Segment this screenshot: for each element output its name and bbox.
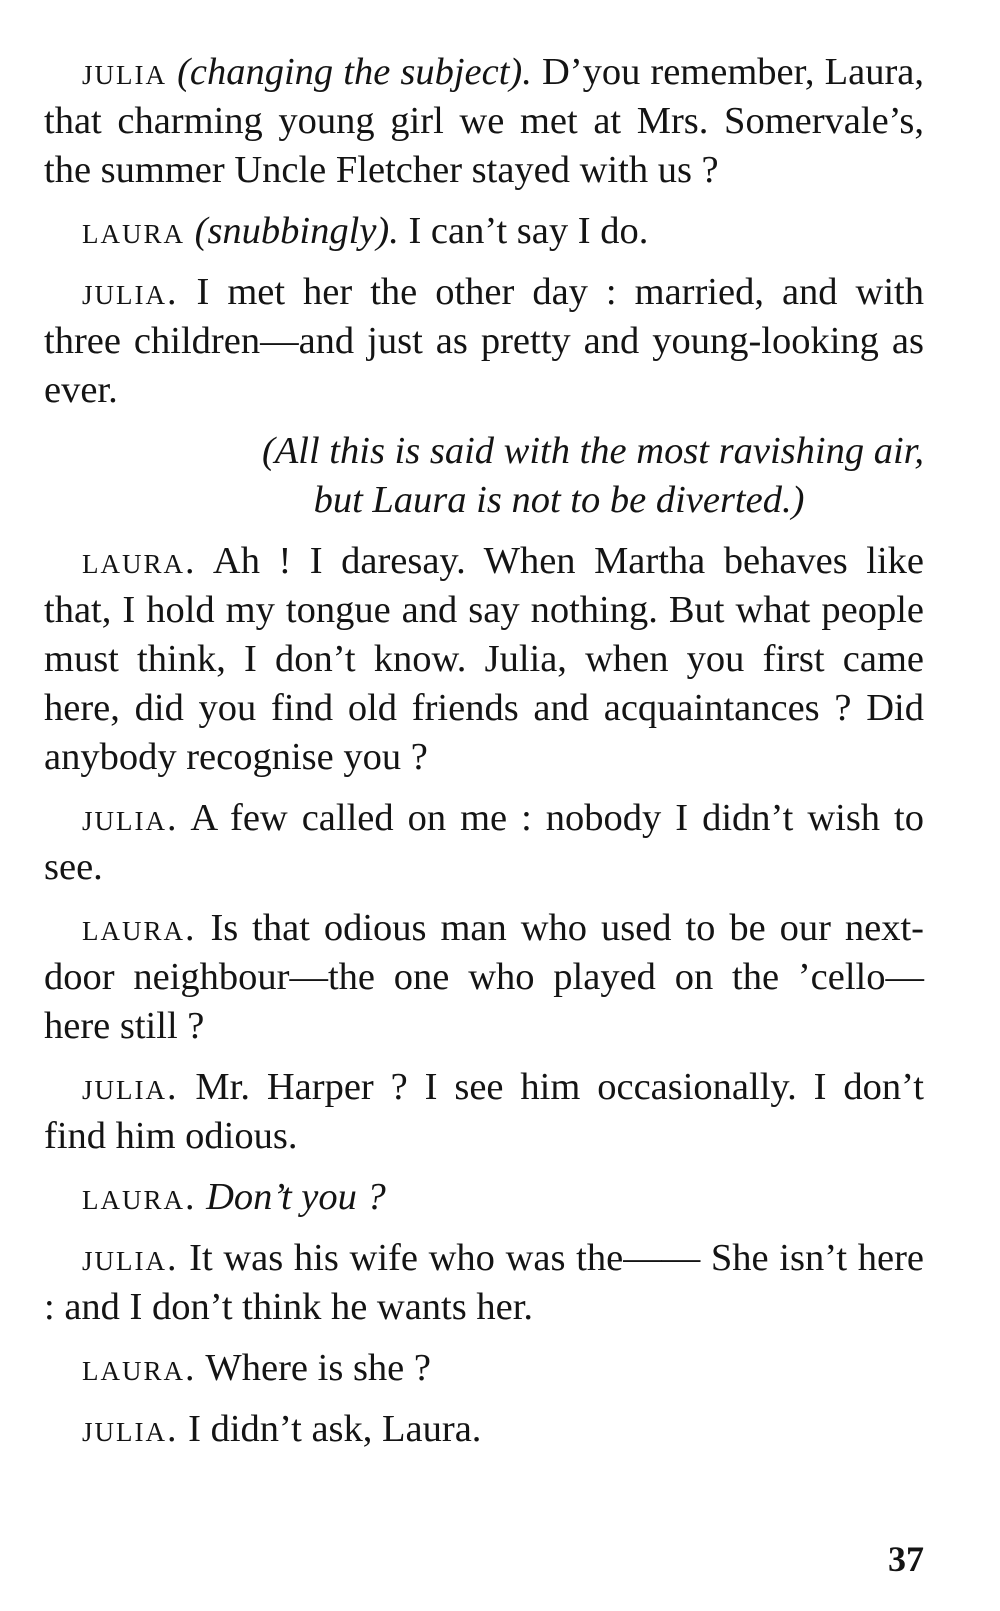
dialogue-line: [44, 904, 924, 1051]
dialogue-line: [44, 207, 924, 256]
stage-direction-inline: (snubbingly).: [194, 210, 399, 252]
speaker-name: julia.: [82, 1237, 179, 1279]
speaker-name: julia.: [82, 1066, 179, 1108]
dialogue-text: I didn’t ask, Laura.: [178, 1408, 482, 1450]
speaker-name: laura: [82, 210, 185, 252]
dialogue-line: [44, 1405, 924, 1454]
dialogue-line: [44, 1234, 924, 1332]
speaker-name: laura.: [82, 907, 197, 949]
stage-direction-block: [44, 427, 924, 525]
dialogue-line: [44, 1063, 924, 1161]
speaker-name: julia.: [82, 797, 179, 839]
stage-direction-line: (All this is said with the most ravishing air,: [261, 430, 924, 472]
dialogue-text: I met her the other day : married, and with three children—and just as pretty and young-looking as ever.: [44, 271, 924, 411]
dialogue-text: D’you remember, Laura, that charming young girl we met at Mrs. Somervale’s, the summer Uncle Fletcher stayed with us ?: [44, 51, 924, 191]
speaker-name: laura.: [82, 1347, 197, 1389]
dialogue-line: [44, 268, 924, 415]
speaker-name: julia.: [82, 271, 179, 313]
speaker-name: laura.: [82, 1176, 197, 1218]
dialogue-line: [44, 48, 924, 195]
dialogue-text: A few called on me : nobody I didn’t wish to see.: [44, 797, 924, 888]
dialogue-text: Where is she ?: [196, 1347, 431, 1389]
stage-direction-inline: Don’t you ?: [206, 1176, 386, 1218]
dialogue-line: [44, 1344, 924, 1393]
dialogue-line: [44, 794, 924, 892]
dialogue-text: Mr. Harper ? I see him occasionally. I don’t find him odious.: [44, 1066, 924, 1157]
dialogue-line: [44, 537, 924, 782]
speaker-name: julia: [82, 51, 167, 93]
dialogue-text: Ah ! I daresay. When Martha behaves like that, I hold my tongue and say nothing. But what people must think, I don’t know. Julia, when you first came here, did you find old friends and acquaintances ? Did anybody recognise you ?: [44, 540, 924, 778]
dialogue-text: It was his wife who was the—— She isn’t here : and I don’t think he wants her.: [44, 1237, 924, 1328]
book-page: [44, 48, 924, 1466]
dialogue-text: Is that odious man who used to be our next-door neighbour—the one who played on the ’cello—here still ?: [44, 907, 924, 1047]
stage-direction-line: but Laura is not to be diverted.): [313, 479, 805, 521]
dialogue-line: [44, 1173, 924, 1222]
dialogue-text: I can’t say I do.: [398, 210, 649, 252]
speaker-name: laura.: [82, 540, 197, 582]
page-number: 37: [888, 1539, 924, 1579]
speaker-name: julia.: [82, 1408, 179, 1450]
stage-direction-inline: (changing the subject).: [177, 51, 532, 93]
